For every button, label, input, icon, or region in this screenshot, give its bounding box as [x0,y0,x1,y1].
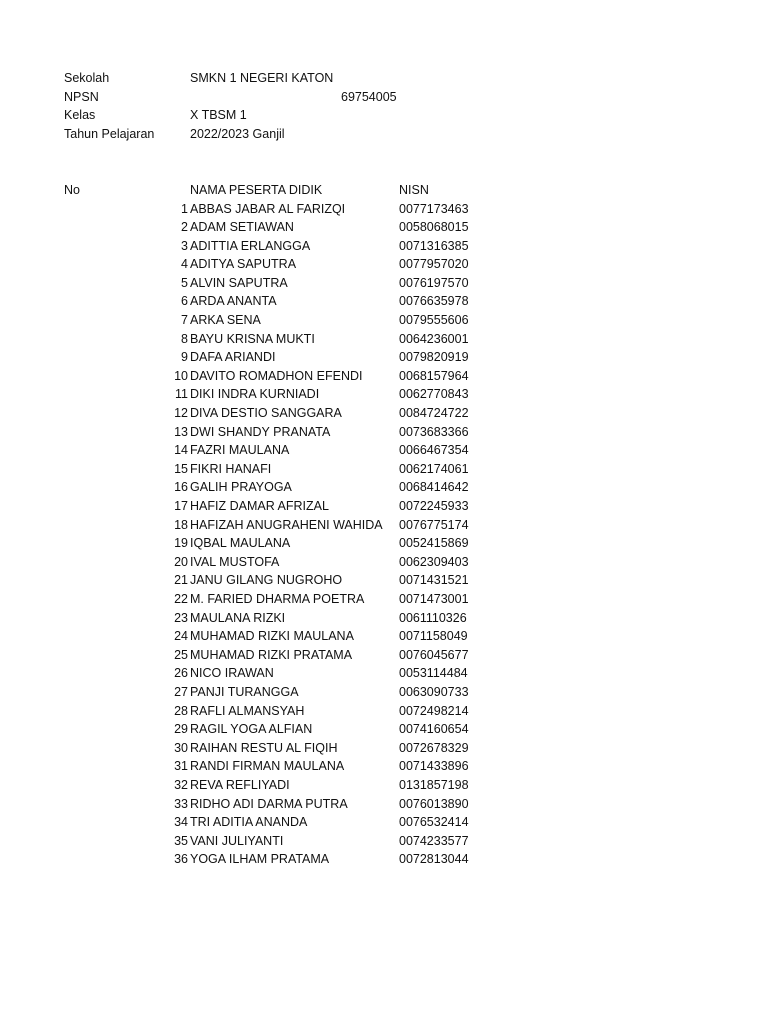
table-row [0,571,768,590]
table-row [0,311,768,330]
row-number: 34 [174,815,188,830]
student-name: YOGA ILHAM PRATAMA [190,852,330,867]
row-number: 14 [174,443,188,458]
row-number: 7 [181,313,188,328]
student-nisn: 0079555606 [399,313,469,328]
student-nisn: 0061110326 [399,610,467,625]
table-row [0,478,768,497]
header-nama-peserta-didik: NAMA PESERTA DIDIK [190,183,323,197]
row-number: 19 [174,536,188,551]
student-nisn: 0068157964 [399,368,469,383]
student-name: IVAL MUSTOFA [190,554,280,569]
student-name: RIDHO ADI DARMA PUTRA [190,796,348,811]
table-row [0,776,768,795]
table-row [0,237,768,256]
student-name: NICO IRAWAN [190,666,274,681]
table-row [0,497,768,516]
table-row [0,627,768,646]
student-nisn: 0076635978 [399,294,469,309]
table-row [0,255,768,274]
student-nisn: 0071431521 [399,573,469,588]
table-row [0,348,768,367]
row-number: 18 [174,517,188,532]
student-nisn: 0076775174 [399,517,469,532]
header-no: No [64,183,80,197]
student-nisn: 0074160654 [399,722,469,737]
row-number: 3 [181,238,188,253]
table-row [0,330,768,349]
student-nisn: 0074233577 [399,833,469,848]
student-name: ADAM SETIAWAN [190,220,294,235]
table-row [0,218,768,237]
student-name: JANU GILANG NUGROHO [190,573,343,588]
table-row [0,441,768,460]
student-name: MAULANA RIZKI [190,610,286,625]
table-row [0,813,768,832]
table-row [0,516,768,535]
student-nisn: 0076197570 [399,275,469,290]
row-number: 10 [174,368,188,383]
table-row [0,720,768,739]
student-nisn: 0064236001 [399,331,469,346]
sekolah-value: SMKN 1 NEGERI KATON [190,71,334,85]
student-name: VANI JULIYANTI [190,833,284,848]
student-nisn: 0062309403 [399,554,469,569]
table-row [0,553,768,572]
row-number: 1 [181,201,188,216]
student-name: HAFIZAH ANUGRAHENI WAHIDA [190,517,383,532]
table-row [0,404,768,423]
table-row [0,385,768,404]
student-name: RAIHAN RESTU AL FIQIH [190,740,338,755]
table-row [0,739,768,758]
student-name: MUHAMAD RIZKI PRATAMA [190,647,353,662]
row-number: 28 [174,703,188,718]
student-nisn: 0076045677 [399,647,469,662]
student-nisn: 0068414642 [399,480,469,495]
row-number: 27 [174,684,188,699]
row-number: 35 [174,833,188,848]
student-name: DIVA DESTIO SANGGARA [190,406,342,421]
table-row [0,534,768,553]
tahun-pelajaran-value: 2022/2023 Ganjil [190,127,285,141]
student-name: ABBAS JABAR AL FARIZQI [190,201,346,216]
student-nisn: 0058068015 [399,220,469,235]
student-nisn: 0131857198 [399,777,469,792]
row-number: 26 [174,666,188,681]
student-nisn: 0073683366 [399,424,469,439]
row-number: 13 [174,424,188,439]
table-row [0,609,768,628]
table-row [0,683,768,702]
row-number: 12 [174,406,188,421]
student-name: M. FARIED DHARMA POETRA [190,591,365,606]
student-nisn: 0079820919 [399,350,469,365]
student-nisn: 0077957020 [399,257,469,272]
table-row [0,664,768,683]
row-number: 4 [181,257,188,272]
row-number: 33 [174,796,188,811]
row-number: 25 [174,647,188,662]
row-number: 6 [181,294,188,309]
student-nisn: 0052415869 [399,536,469,551]
student-name: RANDI FIRMAN MAULANA [190,759,345,774]
table-row [0,423,768,442]
student-nisn: 0071316385 [399,238,469,253]
student-list [0,200,768,869]
student-nisn: 0072498214 [399,703,469,718]
row-number: 23 [174,610,188,625]
header-nisn: NISN [399,183,429,197]
student-nisn: 0071433896 [399,759,469,774]
npsn-label: NPSN [64,90,99,104]
table-row [0,646,768,665]
table-row [0,590,768,609]
row-number: 32 [174,777,188,792]
student-name: ADITTIA ERLANGGA [190,238,311,253]
student-name: RAFLI ALMANSYAH [190,703,305,718]
table-row [0,702,768,721]
student-nisn: 0066467354 [399,443,469,458]
student-nisn: 0072678329 [399,740,469,755]
table-row [0,795,768,814]
tahun-pelajaran-label: Tahun Pelajaran [64,127,155,141]
student-name: ARDA ANANTA [190,294,277,309]
student-name: TRI ADITIA ANANDA [190,815,308,830]
table-row [0,757,768,776]
student-name: ARKA SENA [190,313,261,328]
row-number: 11 [175,387,188,402]
student-nisn: 0062174061 [399,461,469,476]
student-nisn: 0062770843 [399,387,469,402]
student-name: FIKRI HANAFI [190,461,272,476]
student-name: ADITYA SAPUTRA [190,257,297,272]
student-nisn: 0077173463 [399,201,469,216]
student-name: ALVIN SAPUTRA [190,275,288,290]
table-row [0,292,768,311]
student-name: FAZRI MAULANA [190,443,290,458]
student-nisn: 0084724722 [399,406,469,421]
row-number: 20 [174,554,188,569]
student-name: DAFA ARIANDI [190,350,276,365]
student-name: REVA REFLIYADI [190,777,290,792]
table-row [0,274,768,293]
npsn-value: 69754005 [341,90,397,104]
row-number: 22 [174,591,188,606]
student-name: GALIH PRAYOGA [190,480,292,495]
student-nisn: 0076532414 [399,815,469,830]
table-row [0,832,768,851]
student-nisn: 0076013890 [399,796,469,811]
row-number: 29 [174,722,188,737]
table-row [0,200,768,219]
student-nisn: 0053114484 [399,666,468,681]
student-name: DIKI INDRA KURNIADI [190,387,320,402]
student-name: MUHAMAD RIZKI MAULANA [190,629,354,644]
row-number: 24 [174,629,188,644]
student-name: HAFIZ DAMAR AFRIZAL [190,499,329,513]
student-name: IQBAL MAULANA [190,536,291,551]
student-name: RAGIL YOGA ALFIAN [190,722,313,737]
table-row [0,850,768,869]
student-nisn: 0071158049 [399,629,468,644]
row-number: 16 [174,480,188,495]
kelas-value: X TBSM 1 [190,108,247,122]
table-row [0,367,768,386]
row-number: 36 [174,852,188,867]
row-number: 5 [181,275,188,290]
row-number: 2 [181,220,188,235]
row-number: 30 [174,740,188,755]
row-number: 21 [174,573,188,588]
row-number: 15 [174,461,188,476]
student-name: PANJI TURANGGA [190,684,299,699]
student-nisn: 0071473001 [399,591,469,606]
kelas-label: Kelas [64,108,96,122]
student-name: DWI SHANDY PRANATA [190,424,331,439]
student-name: DAVITO ROMADHON EFENDI [190,368,363,383]
row-number: 8 [181,331,188,346]
student-nisn: 0072813044 [399,852,469,867]
sekolah-label: Sekolah [64,71,110,85]
row-number: 31 [174,759,188,774]
student-nisn: 0063090733 [399,684,469,699]
row-number: 17 [174,499,188,513]
student-name: BAYU KRISNA MUKTI [190,331,315,346]
table-row [0,460,768,479]
row-number: 9 [181,350,188,365]
student-nisn: 0072245933 [399,499,469,513]
